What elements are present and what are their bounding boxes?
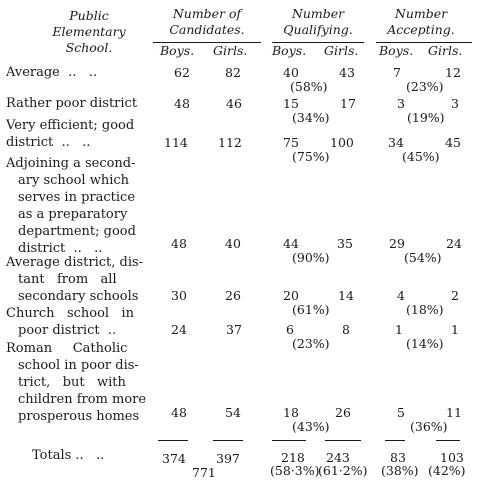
row-label-line: trict, but with <box>18 375 126 390</box>
row-label-line: ary school which <box>18 173 130 188</box>
qual-pct: (61%) <box>292 302 330 317</box>
acc-girls: 24 <box>446 236 462 251</box>
row-label-line: Church school in <box>6 306 135 321</box>
cand-boys: 48 <box>174 96 190 111</box>
header-accepting <box>368 6 474 38</box>
cand-girls: 26 <box>225 288 241 303</box>
totals-cand-girls: 397 <box>216 451 240 466</box>
totals-cand-sum: 771 <box>192 465 216 480</box>
header-school-line: School. <box>65 40 113 55</box>
qual-pct: (75%) <box>292 149 330 164</box>
qual-boys: 18 <box>283 405 299 420</box>
acc-boys: 1 <box>395 322 403 337</box>
cand-girls: 40 <box>225 236 241 251</box>
row-label-line: Rather poor district <box>6 96 138 111</box>
acc-boys: 3 <box>397 96 405 111</box>
acc-pct: (36%) <box>410 419 448 434</box>
acc-pct: (14%) <box>406 336 444 351</box>
qual-girls: 14 <box>338 288 354 303</box>
row-label-line: Very efficient; good <box>6 118 135 133</box>
cand-girls: 37 <box>226 322 242 337</box>
totals-rule <box>158 440 188 441</box>
qual-boys: 15 <box>283 96 299 111</box>
qual-boys: 40 <box>283 65 299 80</box>
header-candidates-line: Candidates. <box>169 22 245 37</box>
row-label-rather-poor <box>6 95 137 112</box>
qual-pct: (34%) <box>292 110 330 125</box>
totals-rule <box>272 440 306 441</box>
totals-qual-girls-pct: (61·2%) <box>318 463 368 478</box>
row-label-line: poor district .. <box>18 323 117 338</box>
row-label-average-distant <box>6 254 143 305</box>
row-label-line: prosperous homes <box>18 409 140 424</box>
totals-qual-boys: 218 <box>281 450 305 465</box>
acc-girls: 3 <box>451 96 459 111</box>
header-qualifying-line: Number <box>291 6 345 21</box>
qual-girls: 8 <box>342 322 350 337</box>
row-label-line: serves in practice <box>18 190 136 205</box>
acc-girls: 11 <box>446 405 462 420</box>
row-label-line: as a preparatory <box>18 207 128 222</box>
row-label-roman-catholic <box>6 340 146 425</box>
totals-rule <box>436 440 460 441</box>
header-qualifying-line: Qualifying. <box>283 22 353 37</box>
acc-girls: 1 <box>451 322 459 337</box>
row-label-line: school in poor dis- <box>18 358 139 373</box>
acc-girls: 2 <box>451 288 459 303</box>
row-label-line: Adjoining a second- <box>6 156 136 171</box>
qual-pct: (23%) <box>292 336 330 351</box>
row-label-line: Average district, dis- <box>6 255 144 270</box>
subheader-cand-boys: Boys. <box>160 43 195 58</box>
qual-boys: 75 <box>283 135 299 150</box>
row-label-line: department; good <box>18 224 136 239</box>
totals-acc-boys: 83 <box>390 450 406 465</box>
totals-rule <box>213 440 243 441</box>
row-label-line: Roman Catholic <box>6 341 128 356</box>
qual-pct: (90%) <box>292 250 330 265</box>
qual-boys: 6 <box>286 322 294 337</box>
header-candidates-line: Number of <box>172 6 242 21</box>
acc-boys: 7 <box>393 65 401 80</box>
qual-pct: (43%) <box>292 419 330 434</box>
totals-rule <box>385 440 405 441</box>
cand-girls: 46 <box>226 96 242 111</box>
acc-pct: (23%) <box>406 79 444 94</box>
header-candidates <box>152 6 262 38</box>
cand-boys: 114 <box>164 135 188 150</box>
cand-boys: 30 <box>171 288 187 303</box>
header-school <box>44 8 134 56</box>
cand-boys: 62 <box>174 65 190 80</box>
acc-boys: 34 <box>388 135 404 150</box>
header-qualifying <box>268 6 368 38</box>
cand-boys: 24 <box>171 322 187 337</box>
header-accepting-line: Number <box>394 6 448 21</box>
totals-acc-girls-pct: (42%) <box>428 463 466 478</box>
header-school-line: Elementary <box>52 24 126 39</box>
acc-pct: (45%) <box>402 149 440 164</box>
row-label-line: children from more <box>18 392 147 407</box>
qual-girls: 26 <box>335 405 351 420</box>
cand-girls: 54 <box>225 405 241 420</box>
row-label-line: Average .. .. <box>6 65 98 80</box>
subheader-qual-boys: Boys. <box>272 43 307 58</box>
qual-pct: (58%) <box>290 79 328 94</box>
acc-girls: 12 <box>445 65 461 80</box>
acc-pct: (19%) <box>407 110 445 125</box>
qual-girls: 35 <box>337 236 353 251</box>
row-label-average <box>6 64 97 81</box>
acc-girls: 45 <box>445 135 461 150</box>
totals-cand-boys: 374 <box>162 451 186 466</box>
cand-boys: 48 <box>171 236 187 251</box>
row-label-church <box>6 305 134 339</box>
qual-boys: 20 <box>283 288 299 303</box>
qual-girls: 43 <box>339 65 355 80</box>
totals-qual-boys-pct: (58·3%) <box>270 463 320 478</box>
row-label-line: tant from all <box>18 272 117 287</box>
qual-girls: 100 <box>330 135 354 150</box>
subheader-cand-girls: Girls. <box>213 43 248 58</box>
row-label-line: secondary schools <box>18 289 139 304</box>
totals-acc-girls: 103 <box>440 450 464 465</box>
row-label-very-efficient <box>6 117 134 151</box>
totals-rule <box>325 440 361 441</box>
subheader-acc-girls: Girls. <box>428 43 463 58</box>
cand-girls: 82 <box>225 65 241 80</box>
totals-qual-girls: 243 <box>326 450 350 465</box>
acc-boys: 29 <box>389 236 405 251</box>
cand-girls: 112 <box>218 135 242 150</box>
qual-girls: 17 <box>340 96 356 111</box>
row-label-line: district .. .. <box>18 241 103 256</box>
acc-boys: 4 <box>397 288 405 303</box>
row-label-line: district .. .. <box>6 135 91 150</box>
acc-boys: 5 <box>397 405 405 420</box>
totals-label: Totals .. .. <box>32 448 105 463</box>
subheader-acc-boys: Boys. <box>379 43 414 58</box>
header-accepting-line: Accepting. <box>387 22 455 37</box>
cand-boys: 48 <box>171 405 187 420</box>
totals-acc-boys-pct: (38%) <box>381 463 419 478</box>
subheader-qual-girls: Girls. <box>324 43 359 58</box>
acc-pct: (18%) <box>406 302 444 317</box>
row-label-adjoining <box>6 155 136 257</box>
acc-pct: (54%) <box>404 250 442 265</box>
header-school-line: Public <box>69 8 109 23</box>
qual-boys: 44 <box>283 236 299 251</box>
